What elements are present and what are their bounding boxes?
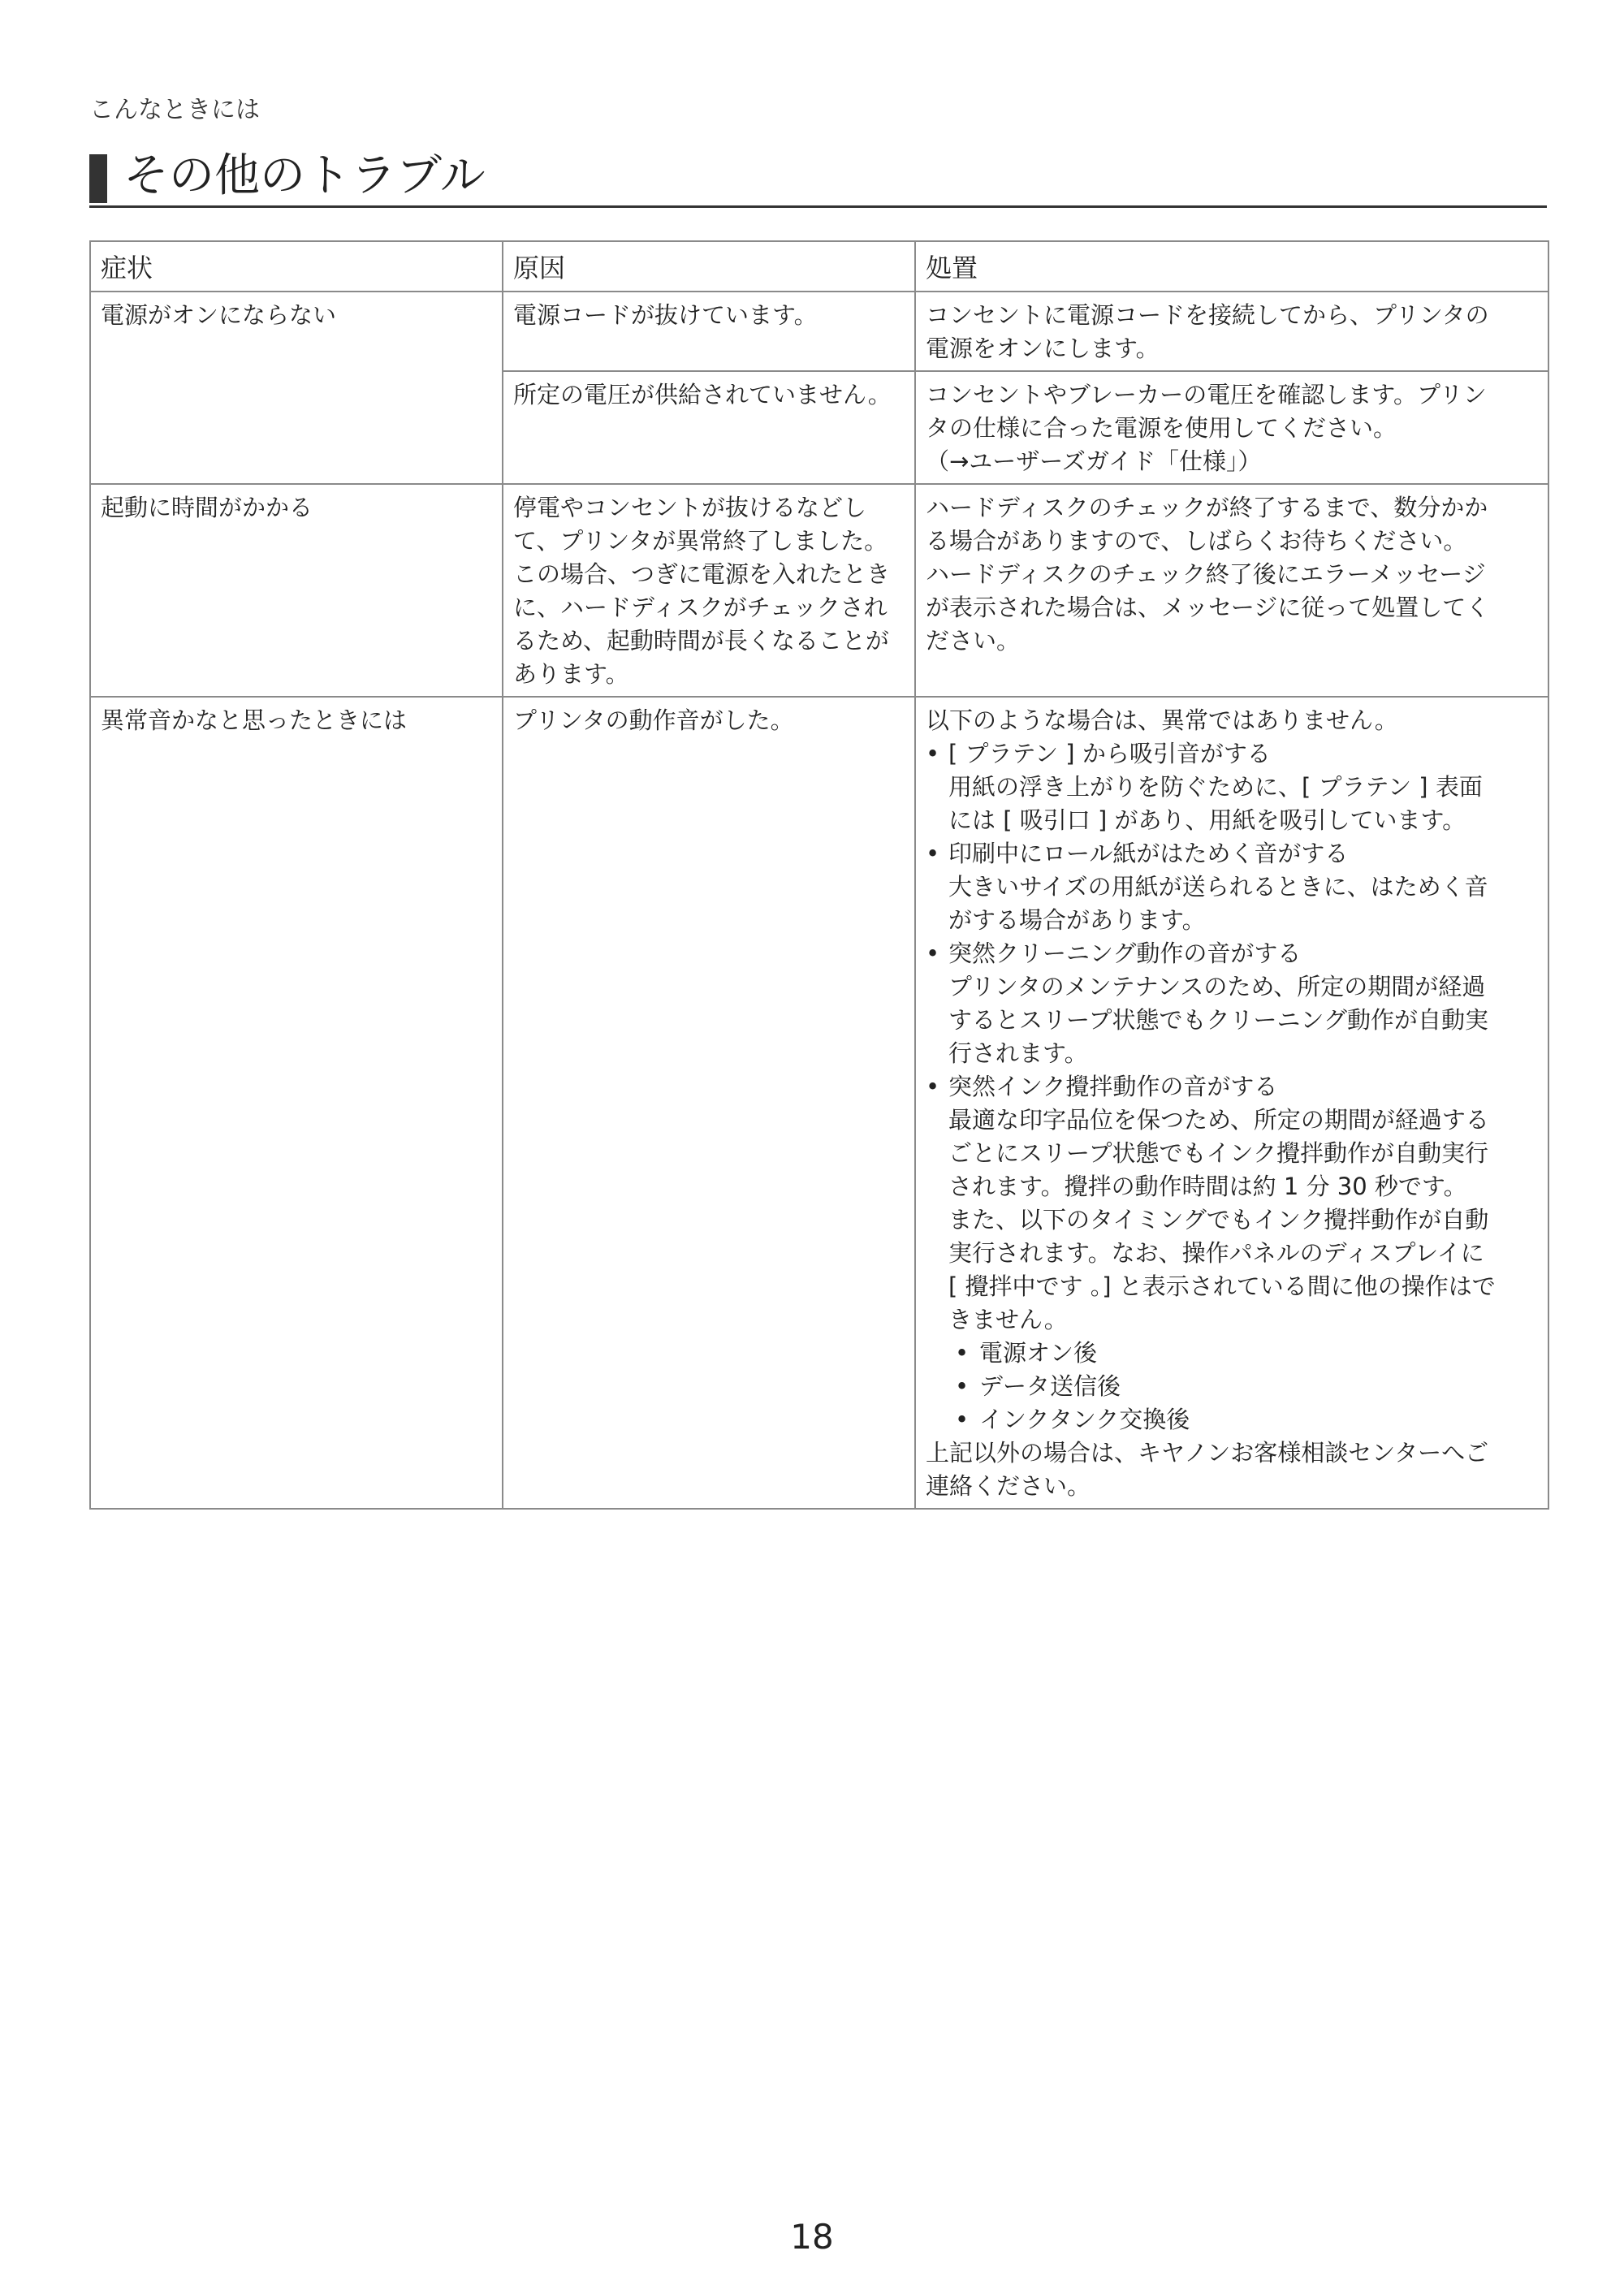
sub-bullet-item xyxy=(926,1403,1538,1436)
remedy-line: ハードディスクのチェックが終了するまで、数分かか xyxy=(926,494,1488,521)
heading-marker xyxy=(89,154,107,203)
bullet-body-line: 用紙の浮き上がりを防ぐために、[ プラテン ] 表面 xyxy=(948,773,1483,801)
page-title: その他のトラブル xyxy=(123,149,486,202)
cause-cell: 所定の電圧が供給されていません。 xyxy=(503,371,915,484)
remedy-reference: （→ユーザーズガイド「仕様」） xyxy=(926,447,1262,475)
cause-line: 停電やコンセントが抜けるなどし xyxy=(513,494,867,521)
remedy-cell xyxy=(915,292,1548,371)
remedy-line: コンセントやブレーカーの電圧を確認します。プリン xyxy=(926,381,1487,408)
cause-cell: 電源コードが抜けています。 xyxy=(503,292,915,371)
bullet-body-line: がする場合があります。 xyxy=(948,906,1206,934)
remedy-line: ハードディスクのチェック終了後にエラーメッセージ xyxy=(926,560,1486,588)
remedy-cell xyxy=(915,697,1548,1509)
bullet-heading: [ プラテン ] から吸引音がする xyxy=(948,740,1271,767)
bullet-icon: • xyxy=(926,740,940,767)
trouble-table xyxy=(89,240,1549,1510)
remedy-outro-line: 上記以外の場合は、キヤノンお客様相談センターへご xyxy=(926,1439,1489,1467)
bullet-heading: 突然クリーニング動作の音がする xyxy=(948,940,1302,967)
remedy-line: る場合がありますので、しばらくお待ちください。 xyxy=(926,527,1467,555)
table-row xyxy=(90,292,1548,371)
bullet-body-line: 最適な印字品位を保つため、所定の期間が経過する xyxy=(948,1106,1489,1134)
cause-line: この場合、つぎに電源を入れたとき xyxy=(513,560,891,588)
remedy-line: タの仕様に合った電源を使用してください。 xyxy=(926,414,1397,442)
remedy-cell xyxy=(915,484,1548,697)
cause-line: るため、起動時間が長くなることが xyxy=(513,627,889,655)
bullet-icon: • xyxy=(926,840,940,867)
bullet-heading: 突然インク攪拌動作の音がする xyxy=(948,1073,1278,1100)
cause-line: て、プリンタが異常終了しました。 xyxy=(513,527,888,555)
bullet-item xyxy=(926,1070,1538,1104)
bullet-body-line: 実行されます。なお、操作パネルのディスプレイに xyxy=(948,1239,1484,1267)
sub-bullet-item xyxy=(926,1337,1538,1370)
remedy-line: が表示された場合は、メッセージに従って処置してく xyxy=(926,594,1490,621)
cause-cell: プリンタの動作音がした。 xyxy=(503,697,915,1509)
sub-bullet-text: データ送信後 xyxy=(979,1372,1121,1400)
remedy-line: 電源をオンにします。 xyxy=(926,335,1160,362)
bullet-body-line: ごとにスリープ状態でもインク攪拌動作が自動実行 xyxy=(948,1139,1488,1167)
sub-bullet-icon: • xyxy=(955,1339,970,1367)
remedy-outro-line: 連絡ください。 xyxy=(926,1472,1091,1500)
remedy-cell xyxy=(915,371,1548,484)
sub-bullet-icon: • xyxy=(955,1406,970,1433)
page-number: 18 xyxy=(790,2217,834,2257)
symptom-cell: 異常音かなと思ったときには xyxy=(90,697,503,1509)
sub-bullet-icon: • xyxy=(955,1372,970,1400)
bullet-body-line: されます。攪拌の動作時間は約 1 分 30 秒です。 xyxy=(948,1173,1467,1200)
symptom-cell: 電源がオンにならない xyxy=(90,292,503,484)
bullet-item xyxy=(926,737,1538,771)
column-header-remedy: 処置 xyxy=(915,241,1548,292)
remedy-intro: 以下のような場合は、異常ではありません。 xyxy=(926,706,1398,734)
cause-cell xyxy=(503,484,915,697)
breadcrumb: こんなときには xyxy=(89,96,260,124)
bullet-body-line: には [ 吸引口 ] があり、用紙を吸引しています。 xyxy=(948,806,1466,834)
cause-line: に、ハードディスクがチェックされ xyxy=(513,594,888,621)
bullet-body-line: 行されます。 xyxy=(948,1039,1088,1067)
table-header-row xyxy=(90,241,1548,292)
bullet-icon: • xyxy=(926,940,940,967)
bullet-icon: • xyxy=(926,1073,940,1100)
bullet-body-line: きません。 xyxy=(948,1306,1068,1333)
bullet-body-line: するとスリープ状態でもクリーニング動作が自動実 xyxy=(948,1006,1488,1034)
remedy-line: ださい。 xyxy=(926,627,1021,655)
bullet-body-line: また、以下のタイミングでもインク攪拌動作が自動 xyxy=(948,1206,1489,1233)
column-header-symptom: 症状 xyxy=(90,241,503,292)
bullet-heading: 印刷中にロール紙がはためく音がする xyxy=(948,840,1349,867)
bullet-body-line: [ 攪拌中です 。] と表示されている間に他の操作はで xyxy=(948,1272,1496,1300)
table-row xyxy=(90,484,1548,697)
remedy-line: コンセントに電源コードを接続してから、プリンタの xyxy=(926,301,1489,329)
table-row xyxy=(90,697,1548,1509)
bullet-body-line: プリンタのメンテナンスのため、所定の期間が経過 xyxy=(948,973,1486,1000)
bullet-item xyxy=(926,937,1538,970)
bullet-item xyxy=(926,837,1538,871)
sub-bullet-item xyxy=(926,1370,1538,1403)
cause-line: あります。 xyxy=(513,660,629,688)
sub-bullet-text: インクタンク交換後 xyxy=(979,1406,1190,1433)
symptom-cell: 起動に時間がかかる xyxy=(90,484,503,697)
sub-bullet-text: 電源オン後 xyxy=(979,1339,1098,1367)
section-heading xyxy=(89,148,1547,208)
column-header-cause: 原因 xyxy=(503,241,915,292)
bullet-body-line: 大きいサイズの用紙が送られるときに、はためく音 xyxy=(948,873,1488,901)
